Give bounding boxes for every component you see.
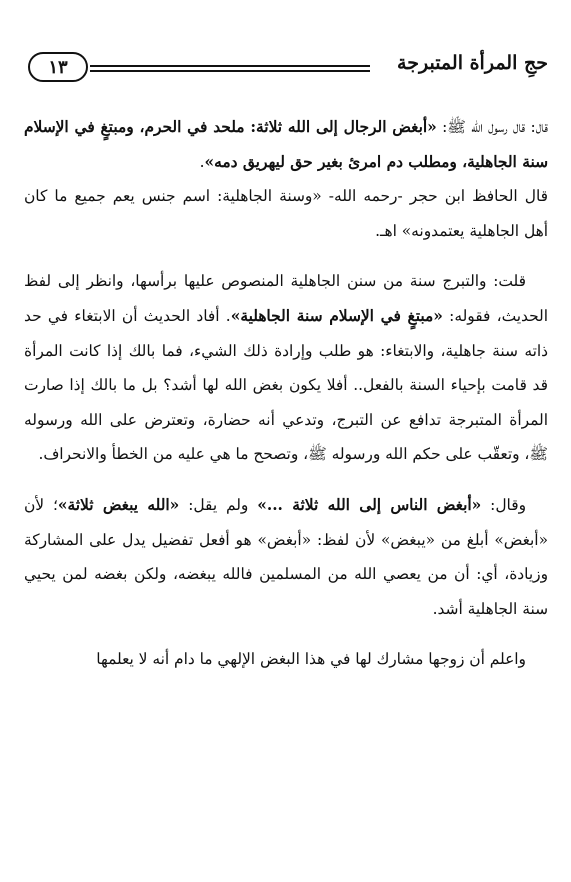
text-run: ؛ لأن «أبغض» أبلغ من «يبغض» لأن لفظ: «أبغض» هو أفعل تفضيل يدل على المشاركة وزيادة، أي: أن من يعصي الله من المسلمين فالله يبغضه، ولكن بغضه لمن يحيي سنة الجاهلية أشد. bbox=[24, 495, 548, 618]
text-run: قال: قال رسول الله ﷺ: bbox=[436, 118, 548, 136]
page-number-badge bbox=[28, 52, 88, 82]
text-run: ولم يقل: bbox=[179, 495, 258, 514]
page-number: ١٣ bbox=[48, 56, 68, 78]
quoted-text: «أبغض الرجال إلى الله ثلاثة: ملحد في الحرم، ومبتغٍ في الإسلام سنة الجاهلية، ومطلب دم امرئ بغير حق ليهريق دمه» bbox=[24, 118, 548, 171]
paragraph bbox=[24, 179, 548, 248]
quoted-text: «الله يبغض ثلاثة» bbox=[57, 495, 180, 514]
paragraph bbox=[24, 488, 548, 626]
body-text bbox=[24, 110, 548, 677]
paragraph bbox=[24, 264, 548, 472]
page-header bbox=[26, 48, 548, 92]
running-title: حجِ المرأة المتبرجة bbox=[397, 52, 548, 74]
text-run: واعلم أن زوجها مشارك لها في هذا البغض الإلهي ما دام أنه لا يعلمها bbox=[96, 650, 526, 669]
paragraph bbox=[24, 642, 548, 677]
text-run: وقال: bbox=[481, 495, 527, 514]
header-rule-top bbox=[90, 65, 370, 67]
header-rule-bottom bbox=[90, 70, 370, 72]
quoted-text: «مبتغٍ في الإسلام سنة الجاهلية» bbox=[230, 306, 443, 325]
text-run: . bbox=[199, 152, 205, 171]
paragraph bbox=[24, 110, 548, 179]
text-run: قال الحافظ ابن حجر -رحمه الله- «وسنة الجاهلية: اسم جنس يعم جميع ما كان أهل الجاهلية يعتمدونه» اهـ. bbox=[24, 187, 548, 240]
quoted-text: «أبغض الناس إلى الله ثلاثة ...» bbox=[257, 495, 482, 514]
text-run: . أفاد الحديث أن الابتغاء في حد ذاته سنة جاهلية، والابتغاء: هو طلب وإرادة ذلك الشيء، فما بالك إذا كانت المرأة قد قامت بإحياء السنة بالفعل.. أفلا يكون بغض الله لها أشد؟ بل ما بالك إذا صارت المرأة المتبرجة تدافع عن التبرج، وتدعي أنه حضارة، وتعترض على الله ورسوله ﷺ، وتعقّب على حكم الله ورسوله ﷺ، وتصحح ما هي عليه من الخطأ والانحراف. bbox=[24, 306, 548, 464]
text-run: قلت: والتبرج سنة من سنن الجاهلية المنصوص عليها برأسها، وانظر إلى لفظ الحديث، فقوله: bbox=[24, 272, 548, 325]
